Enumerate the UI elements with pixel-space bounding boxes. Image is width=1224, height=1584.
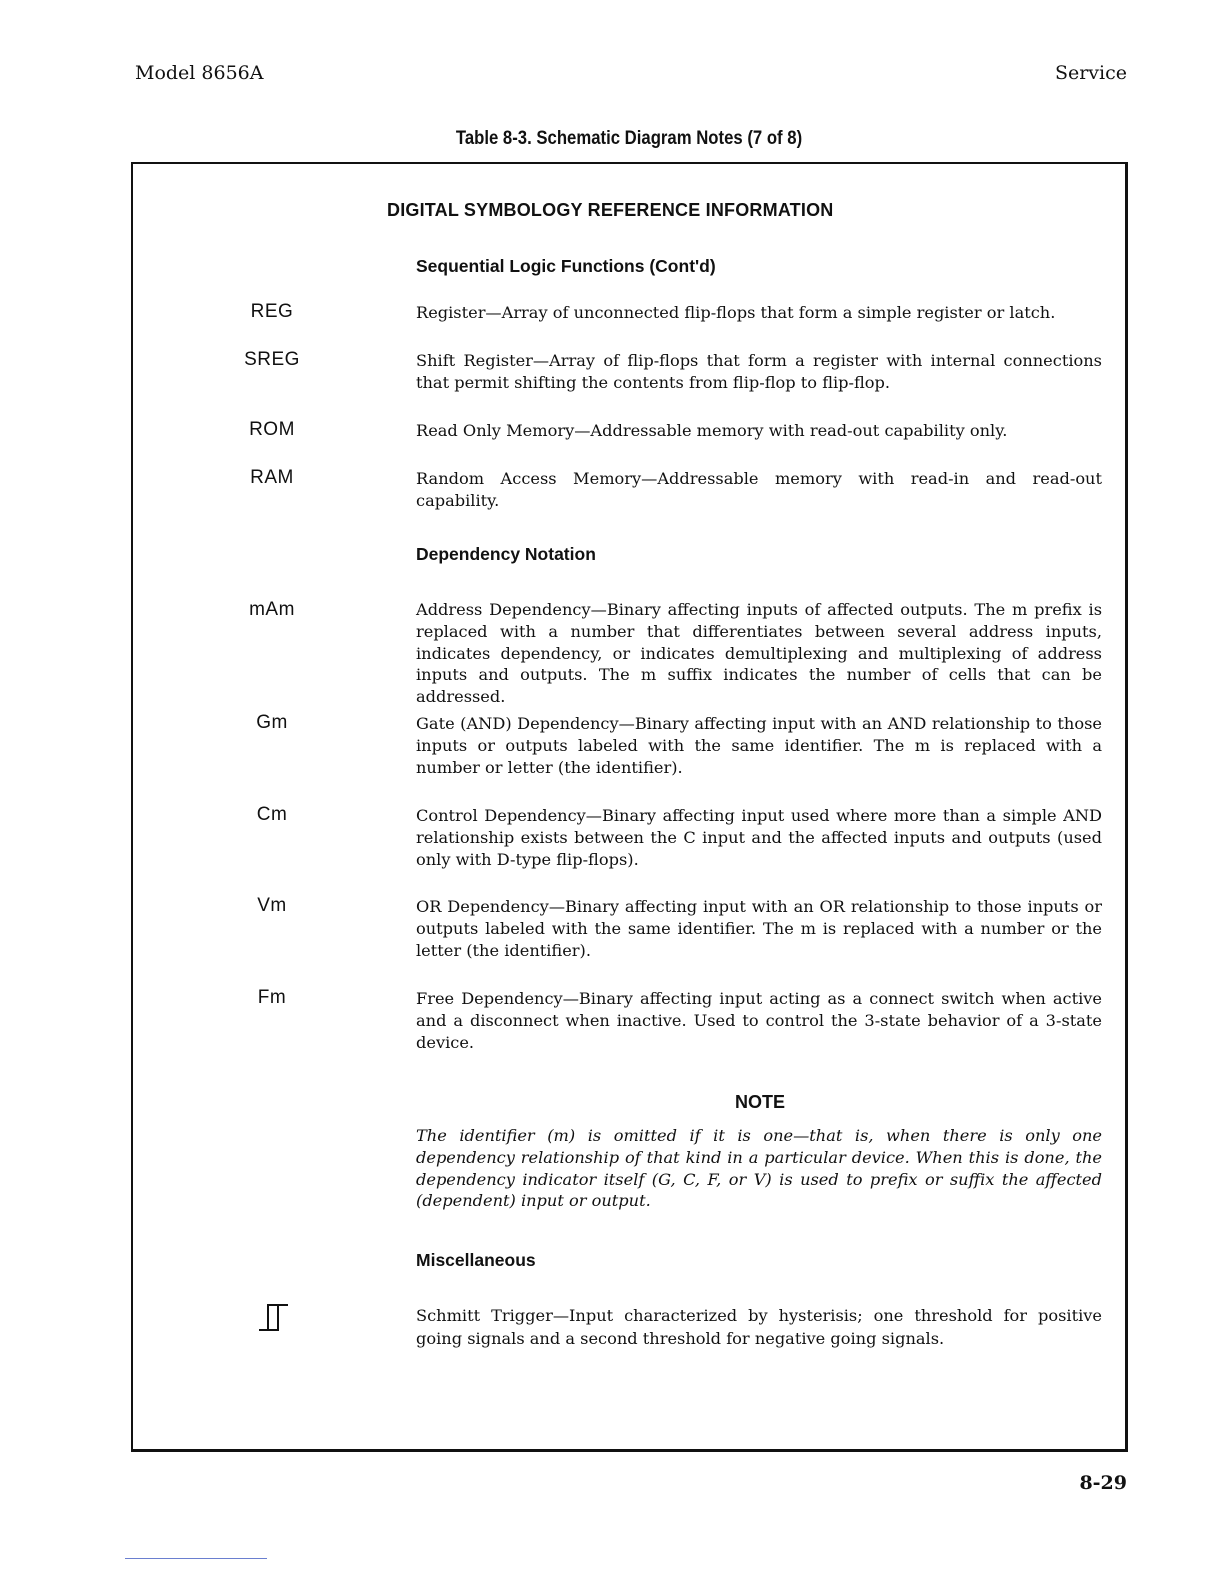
- main-heading: DIGITAL SYMBOLOGY REFERENCE INFORMATION: [387, 200, 834, 220]
- description-vm: OR Dependency—Binary affecting input with an OR relationship to those inputs or outputs labeled with the same identifier. The m is replaced with a number or the letter (the identifier).: [416, 897, 1102, 960]
- description-mam: Address Dependency—Binary affecting inputs of affected outputs. The m prefix is replaced with a number that differentiates between several address inputs, indicates dependency, or indicates demultiplexing and multiplexing of address inputs and outputs. The m suffix indicates the number of cells that can be addressed.: [416, 600, 1102, 707]
- dependency-heading: Dependency Notation: [416, 544, 596, 564]
- description-rom: Read Only Memory—Addressable memory with read-out capability only.: [416, 421, 1008, 440]
- sequential-heading: Sequential Logic Functions (Cont'd): [416, 256, 716, 276]
- footer-rule: [125, 1558, 267, 1559]
- symbol-ram: RAM: [250, 467, 294, 488]
- description-sreg: Shift Register—Array of flip-flops that form a register with internal connections that permit shifting the contents from flip-flop to flip-flop.: [416, 351, 1102, 392]
- description-gm: Gate (AND) Dependency—Binary affecting input with an AND relationship to those inputs or outputs labeled with the same identifier. The m is replaced with a number or letter (the identifier).: [416, 714, 1102, 777]
- symbol-vm: Vm: [257, 895, 287, 916]
- table-title: Table 8-3. Schematic Diagram Notes (7 of 8): [455, 128, 803, 149]
- page-number: 8-29: [1079, 1472, 1127, 1494]
- symbol-fm: Fm: [257, 987, 287, 1008]
- symbol-cm: Cm: [256, 804, 288, 825]
- schmitt-trigger-icon: [258, 1302, 290, 1332]
- symbol-sreg: SREG: [244, 349, 300, 370]
- note-heading: NOTE: [734, 1092, 785, 1112]
- symbol-reg: REG: [250, 301, 294, 322]
- note-body: The identifier (m) is omitted if it is one—that is, when there is only one dependency relationship of that kind in a particular device. When this is done, the dependency indicator itself (G, C, F, or V) is used to prefix or suffix the affected (dependent) input or output.: [416, 1126, 1102, 1211]
- miscellaneous-heading: Miscellaneous: [416, 1250, 536, 1270]
- description-reg: Register—Array of unconnected flip-flops that form a simple register or latch.: [416, 303, 1056, 322]
- description-schmitt-trigger: Schmitt Trigger—Input characterized by hysterisis; one threshold for positive going signals and a second threshold for negative going signals.: [416, 1306, 1102, 1348]
- symbol-gm: Gm: [256, 712, 288, 733]
- header-model: Model 8656A: [135, 62, 264, 84]
- symbol-mam: mAm: [249, 599, 295, 620]
- symbol-rom: ROM: [249, 419, 295, 440]
- description-fm: Free Dependency—Binary affecting input acting as a connect switch when active and a disconnect when inactive. Used to control the 3-state behavior of a 3-state device.: [416, 989, 1102, 1052]
- description-ram: Random Access Memory—Addressable memory with read-in and read-out capability.: [416, 469, 1102, 510]
- description-cm: Control Dependency—Binary affecting input used where more than a simple AND relationship exists between the C input and the affected inputs and outputs (used only with D-type flip-flops).: [416, 806, 1102, 869]
- header-section: Service: [1054, 62, 1127, 84]
